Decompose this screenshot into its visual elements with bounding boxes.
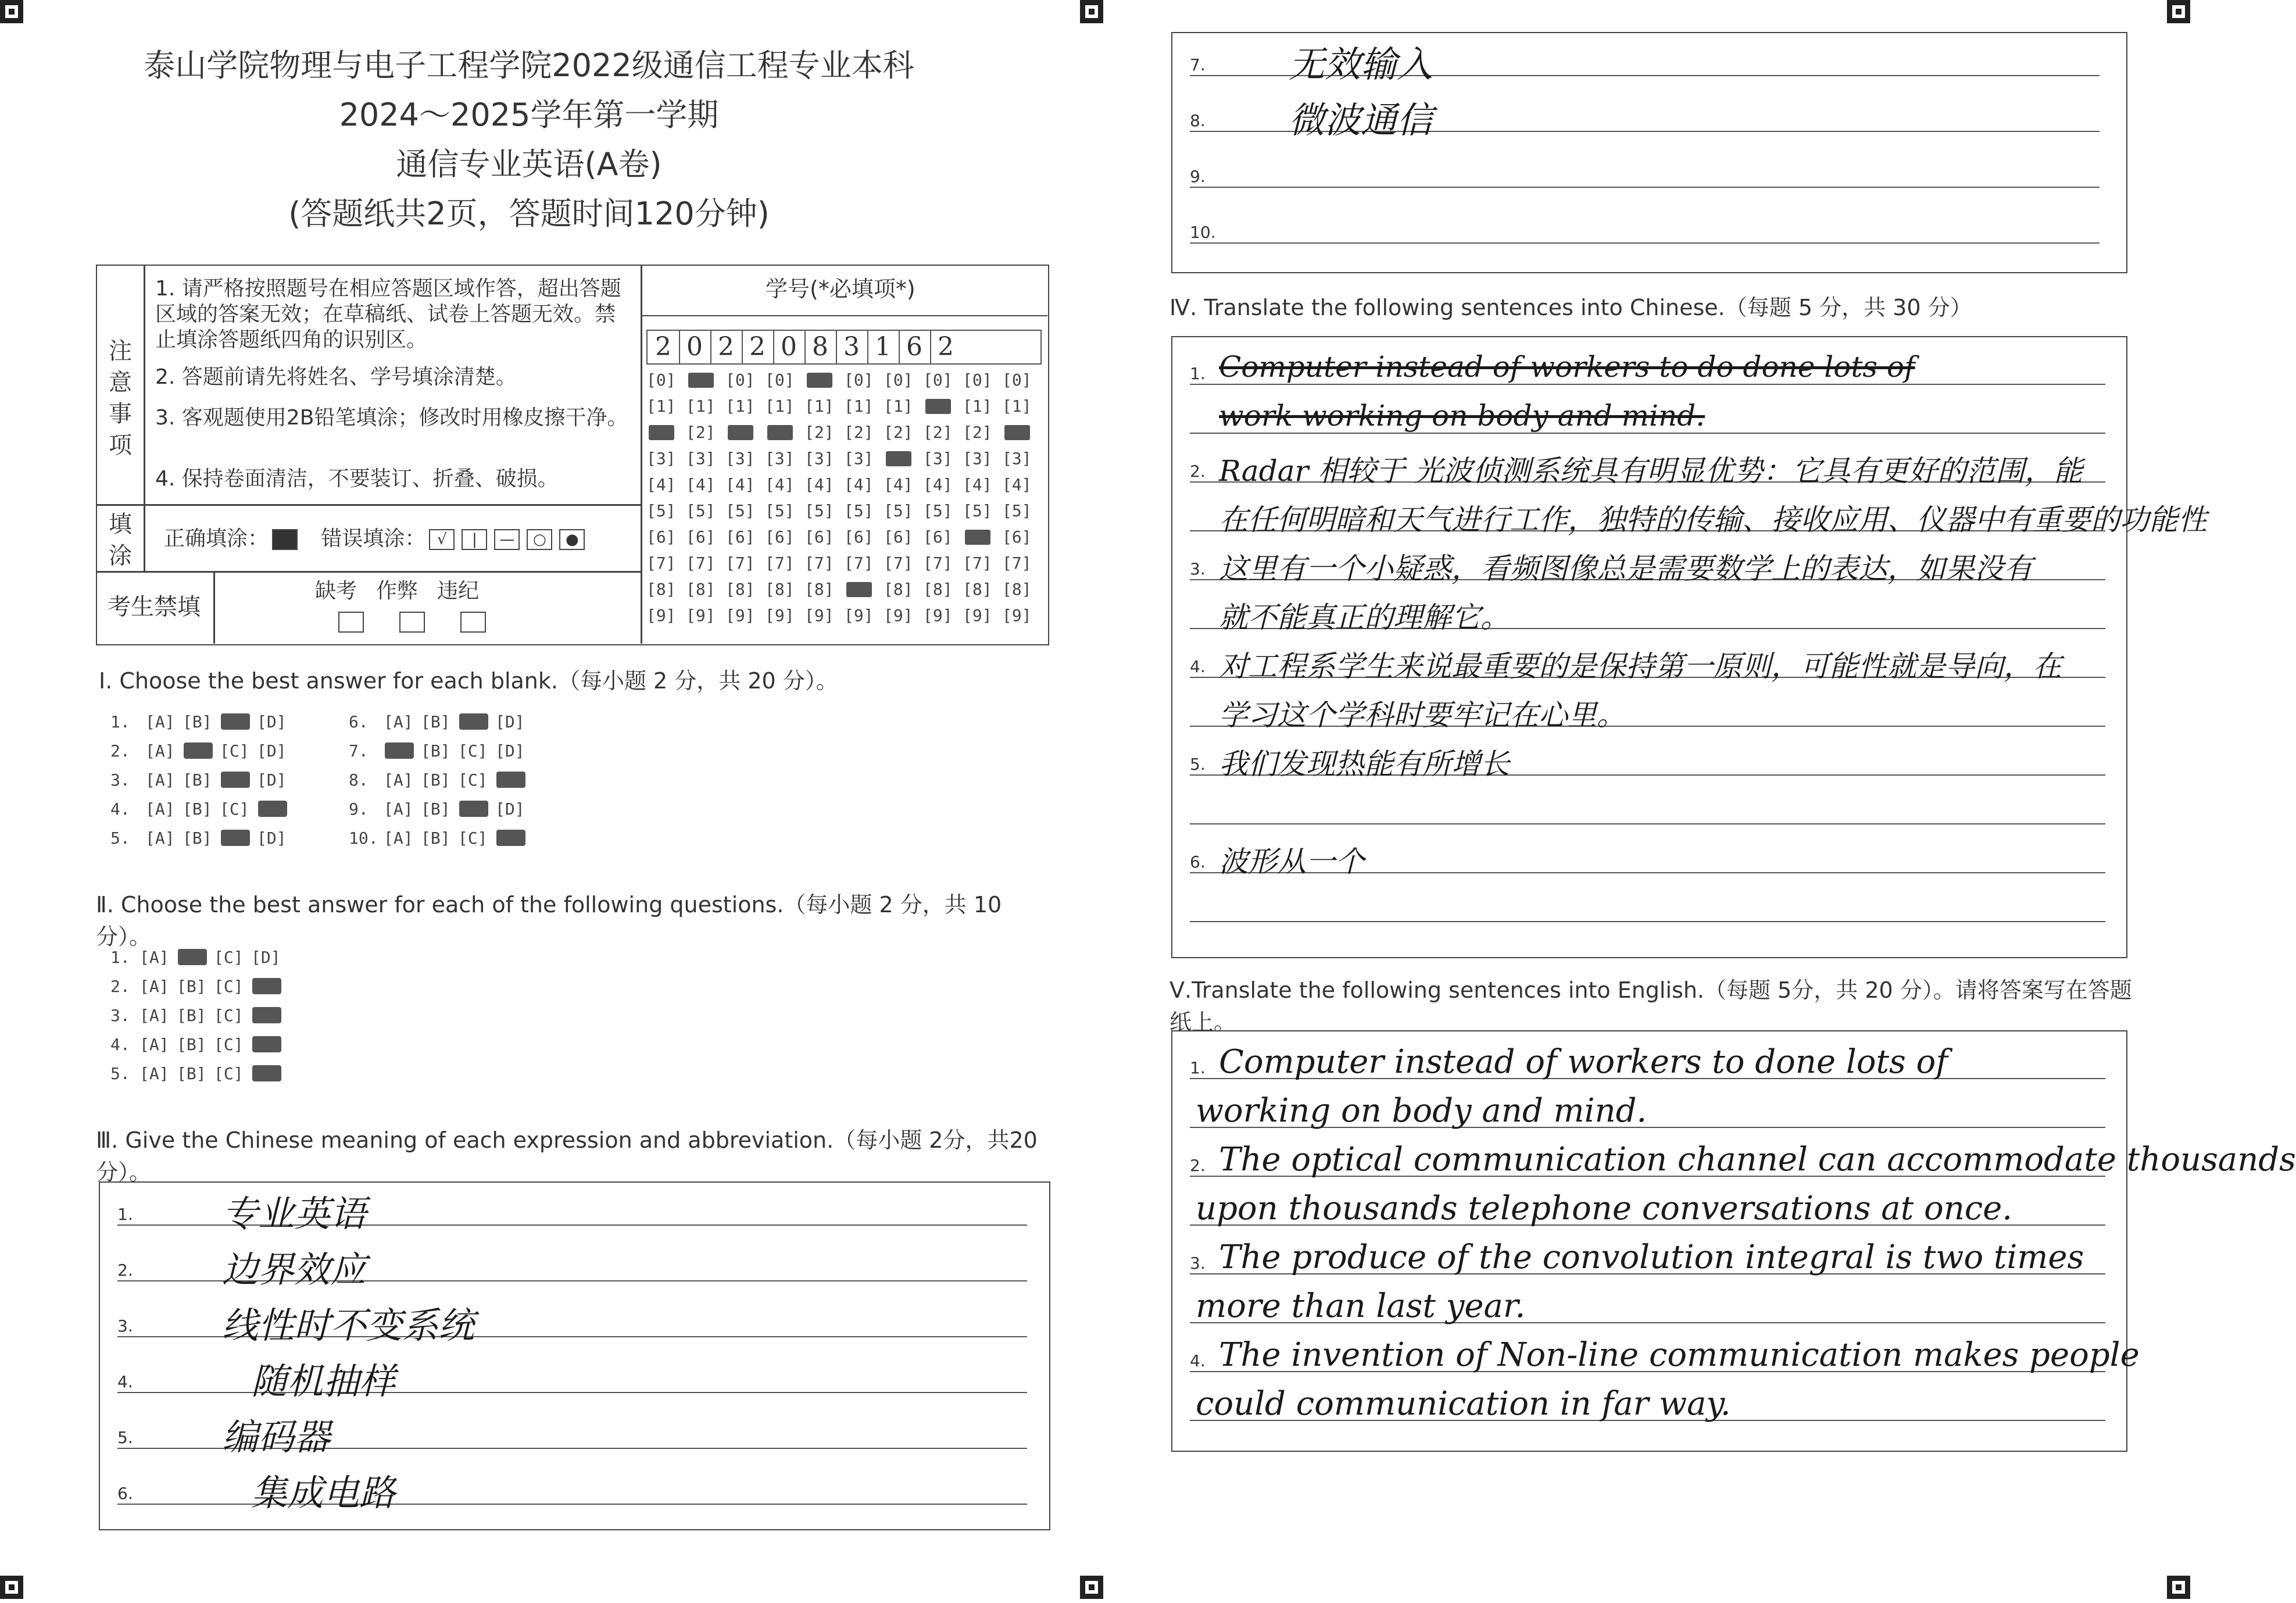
student-id-digit: 2 — [710, 331, 743, 363]
student-id-bubble[interactable] — [804, 370, 839, 390]
student-id-bubble[interactable] — [765, 423, 800, 442]
mc-question — [110, 799, 294, 819]
student-id-bubble[interactable]: [9] — [646, 606, 676, 625]
student-id-bubble[interactable] — [646, 423, 681, 442]
student-id-bubble[interactable]: [2] — [844, 423, 874, 442]
exam-title-course: 通信专业英语(A卷) — [396, 146, 662, 183]
wrong-fill-circle: ○ — [527, 529, 552, 550]
answer-line — [1190, 187, 2100, 188]
mc-question — [110, 948, 288, 967]
mc-option-b[interactable]: [B] — [177, 977, 206, 996]
student-id-bubble[interactable]: [3] — [686, 449, 716, 468]
mc-option-d[interactable] — [251, 977, 288, 996]
handwritten-translation: 在任何明暗和天气进行工作，独特的传输、接收应用、仪器中有重要的功能性 — [1219, 503, 2207, 537]
mc-question — [110, 1035, 288, 1054]
mc-question-number: 3. — [110, 770, 130, 790]
wrong-fill-dot: ● — [559, 529, 585, 550]
answer-number: 5. — [117, 1428, 133, 1447]
mc-question-number: 2. — [110, 741, 130, 761]
mc-question — [349, 712, 532, 731]
student-id-bubble[interactable] — [884, 449, 918, 468]
corner-mark-top-center — [1080, 0, 1103, 23]
correct-fill-example — [272, 529, 298, 550]
handwritten-translation: working on body and mind. — [1196, 1092, 1647, 1130]
student-id-bubble[interactable]: [2] — [686, 423, 716, 442]
handwritten-answer: 随机抽样 — [251, 1360, 396, 1402]
wrong-fill-check: √ — [429, 529, 455, 550]
forbid-cheat-box[interactable] — [399, 612, 425, 633]
student-id-bubble[interactable]: [2] — [963, 423, 992, 442]
mc-option-d[interactable]: [D] — [495, 712, 525, 731]
student-id-bubble[interactable]: [1] — [725, 397, 755, 416]
section-1-heading: Ⅰ. Choose the best answer for each blank.（每小题 2 分，共 20 分）。 — [99, 668, 838, 694]
mc-question-number: 5. — [110, 1064, 130, 1083]
handwritten-translation: Computer instead of workers to done lots of — [1219, 1043, 1948, 1081]
student-id-bubble[interactable]: [9] — [725, 606, 755, 625]
mc-option-c[interactable]: [C] — [220, 799, 249, 819]
mc-option-c[interactable]: [C] — [458, 829, 488, 848]
answer-number: 4. — [1190, 657, 1206, 676]
student-id-bubble[interactable]: [7] — [884, 554, 913, 573]
student-id-bubble[interactable]: [8] — [804, 580, 834, 599]
mc-option-a[interactable]: [A] — [140, 1006, 169, 1025]
forbid-absent-box[interactable] — [338, 612, 364, 633]
student-id-bubble[interactable]: [2] — [884, 423, 913, 442]
mc-question-number: 5. — [110, 829, 130, 848]
student-id-bubble[interactable]: [6] — [923, 527, 953, 547]
handwritten-answer: 线性时不变系统 — [222, 1304, 475, 1347]
student-id-bubble[interactable]: [0] — [963, 370, 992, 390]
student-id-bubble[interactable]: [7] — [765, 554, 795, 573]
student-id-bubble[interactable]: [8] — [765, 580, 795, 599]
notice-block — [96, 265, 1049, 645]
student-id-bubble[interactable]: [1] — [1002, 397, 1032, 416]
mc-question — [349, 741, 532, 761]
student-id-bubble[interactable]: [4] — [686, 475, 716, 494]
handwritten-translation: 学习这个学科时要牢记在心里。 — [1219, 698, 1626, 732]
handwritten-translation: Computer instead of workers to do done lots of — [1219, 350, 1915, 384]
answer-number: 1. — [1190, 1058, 1206, 1077]
student-id-bubble[interactable]: [5] — [884, 501, 913, 520]
student-id-bubble[interactable]: [0] — [884, 370, 913, 390]
student-id-bubble[interactable]: [0] — [646, 370, 676, 390]
mc-option-a[interactable]: [A] — [140, 948, 169, 967]
fill-examples — [164, 526, 629, 552]
student-id-bubble[interactable]: [5] — [923, 501, 953, 520]
student-id-bubble[interactable]: [5] — [963, 501, 992, 520]
student-id-bubble[interactable]: [8] — [686, 580, 716, 599]
student-id-bubble[interactable]: [6] — [725, 527, 755, 547]
student-id-bubble[interactable]: [9] — [765, 606, 795, 625]
student-id-bubble[interactable]: [5] — [646, 501, 676, 520]
mc-option-d[interactable]: [D] — [257, 829, 287, 848]
student-id-bubble[interactable]: [4] — [765, 475, 795, 494]
student-id-digit: 6 — [899, 331, 931, 363]
answer-number: 8. — [1190, 111, 1206, 130]
mc-option-c[interactable] — [220, 770, 257, 790]
mc-option-a[interactable] — [384, 741, 421, 761]
student-id-bubble[interactable]: [9] — [1002, 606, 1032, 625]
student-id-bubble[interactable]: [9] — [884, 606, 913, 625]
student-id-digit: 2 — [648, 331, 680, 363]
wrong-fill-bar: | — [462, 529, 487, 550]
mc-option-c[interactable] — [458, 712, 495, 731]
student-id-bubble[interactable]: [4] — [646, 475, 676, 494]
student-id-bubble[interactable]: [1] — [686, 397, 716, 416]
handwritten-answer: 专业英语 — [222, 1193, 367, 1235]
notice-item-2: 2. 答题前请先将姓名、学号填涂清楚。 — [155, 365, 517, 389]
exam-title-term: 2024～2025学年第一学期 — [339, 97, 719, 133]
student-id-bubble[interactable]: [7] — [1002, 554, 1032, 573]
notice-item-3: 3. 客观题使用2B铅笔填涂；修改时用橡皮擦干净。 — [155, 406, 628, 430]
forbid-label: 考生禁填 — [108, 594, 201, 620]
handwritten-translation: could communication in far way. — [1196, 1385, 1731, 1423]
mc-option-c[interactable] — [220, 829, 257, 848]
student-id-bubble[interactable]: [6] — [686, 527, 716, 547]
corner-mark-top-right — [2167, 0, 2190, 23]
notice-item-1: 1. 请严格按照题号在相应答题区域作答，超出答题区域的答案无效；在草稿纸、试卷上答题无效。禁止填涂答题纸四角的识别区。 — [155, 277, 621, 352]
student-id-bubble[interactable]: [9] — [844, 606, 874, 625]
section-5-answer-box — [1171, 1030, 2296, 1452]
mc-option-d[interactable]: [D] — [495, 799, 525, 819]
answer-line — [1190, 433, 2105, 434]
mc-question — [110, 770, 294, 790]
handwritten-answer: 边界效应 — [222, 1248, 367, 1291]
mc-option-d[interactable]: [D] — [251, 948, 281, 967]
mc-question-number: 4. — [110, 799, 130, 819]
mc-option-b[interactable] — [177, 948, 214, 967]
section-2-answers — [110, 948, 401, 1099]
student-id-bubble[interactable]: [8] — [646, 580, 676, 599]
student-id-bubble[interactable]: [3] — [1002, 449, 1032, 468]
mc-question-number: 7. — [349, 741, 369, 761]
student-id-bubble[interactable]: [9] — [923, 606, 953, 625]
student-id-bubble[interactable]: [4] — [804, 475, 834, 494]
student-id-digit: 3 — [836, 331, 868, 363]
student-id-bubble[interactable]: [7] — [686, 554, 716, 573]
handwritten-translation: more than last year. — [1196, 1287, 1526, 1325]
handwritten-translation: The produce of the convolution integral is two times — [1219, 1238, 2084, 1276]
mc-question — [349, 829, 532, 848]
correct-fill-label: 正确填涂： — [164, 527, 269, 551]
section-3-heading: Ⅲ. Give the Chinese meaning of each expression and abbreviation.（每小题 2分，共20分）。 — [96, 1127, 1038, 1185]
student-id-bubble[interactable]: [8] — [725, 580, 755, 599]
student-id-bubble[interactable]: [8] — [884, 580, 913, 599]
answer-number: 4. — [117, 1372, 133, 1391]
notice-item-4: 4. 保持卷面清洁，不要装订、折叠、破损。 — [155, 467, 559, 491]
student-id-bubble[interactable]: [1] — [646, 397, 676, 416]
section-4-heading: Ⅳ. Translate the following sentences into Chinese.（每题 5 分，共 30 分） — [1170, 295, 1972, 320]
student-id-bubble[interactable] — [923, 397, 958, 416]
mc-option-a[interactable]: [A] — [145, 741, 175, 761]
section-3-answer-box-left — [99, 1181, 1050, 1530]
mc-option-a[interactable]: [A] — [145, 799, 175, 819]
mc-option-b[interactable]: [B] — [183, 829, 212, 848]
mc-option-a[interactable]: [A] — [140, 1035, 169, 1054]
student-id-bubble[interactable] — [844, 580, 879, 599]
corner-mark-bottom-right — [2167, 1576, 2190, 1599]
mc-option-d[interactable] — [251, 1064, 288, 1083]
mc-option-d[interactable] — [495, 770, 532, 790]
forbid-cheat-label: 作弊 — [376, 579, 419, 603]
mc-option-d[interactable]: [D] — [257, 712, 287, 731]
student-id-bubble[interactable]: [4] — [884, 475, 913, 494]
student-id-bubble[interactable]: [6] — [844, 527, 874, 547]
mc-option-c[interactable]: [C] — [214, 948, 244, 967]
mc-option-a[interactable]: [A] — [384, 770, 413, 790]
student-id-bubble[interactable]: [3] — [804, 449, 834, 468]
answer-number: 2. — [1190, 1156, 1206, 1175]
mc-question-number: 6. — [349, 712, 369, 731]
mc-option-c[interactable]: [C] — [458, 770, 488, 790]
mc-option-a[interactable]: [A] — [384, 799, 413, 819]
mc-option-c[interactable]: [C] — [458, 741, 488, 761]
mc-option-b[interactable]: [B] — [421, 741, 450, 761]
student-id-bubble[interactable]: [0] — [1002, 370, 1032, 390]
student-id-bubble[interactable]: [2] — [804, 423, 834, 442]
mc-option-d[interactable]: [D] — [495, 741, 525, 761]
mc-option-b[interactable]: [B] — [421, 712, 450, 731]
student-id-bubble[interactable]: [2] — [923, 423, 953, 442]
handwritten-translation: The optical communication channel can accommodate thousands — [1219, 1141, 2296, 1179]
student-id-bubble[interactable]: [1] — [765, 397, 795, 416]
student-id-bubble[interactable]: [1] — [844, 397, 874, 416]
student-id-bubble[interactable]: [1] — [804, 397, 834, 416]
answer-number: 4. — [1190, 1351, 1206, 1370]
answer-line — [1190, 823, 2105, 824]
student-id-bubble[interactable]: [5] — [725, 501, 755, 520]
student-id-bubble[interactable]: [5] — [765, 501, 795, 520]
exam-title-school: 泰山学院物理与电子工程学院2022级通信工程专业本科 — [144, 47, 914, 84]
student-id-bubble[interactable]: [9] — [963, 606, 992, 625]
answer-number: 10. — [1190, 223, 1216, 242]
student-id-bubble[interactable]: [6] — [765, 527, 795, 547]
student-id-bubble[interactable]: [9] — [686, 606, 716, 625]
mc-option-a[interactable]: [A] — [384, 712, 413, 731]
mc-option-d[interactable] — [495, 829, 532, 848]
answer-number: 1. — [1190, 364, 1206, 383]
mc-option-a[interactable]: [A] — [145, 829, 175, 848]
student-id-bubble[interactable]: [9] — [804, 606, 834, 625]
handwritten-answer: 集成电路 — [251, 1472, 396, 1514]
mc-option-b[interactable]: [B] — [183, 770, 212, 790]
section-3-answer-box-right — [1171, 32, 2127, 273]
mc-option-b[interactable]: [B] — [177, 1035, 206, 1054]
mc-option-b[interactable] — [183, 741, 220, 761]
student-id-bubble[interactable]: [5] — [804, 501, 834, 520]
answer-number: 7. — [1190, 55, 1206, 74]
student-id-bubble[interactable]: [4] — [844, 475, 874, 494]
answer-number: 1. — [117, 1205, 133, 1224]
section-5-heading: Ⅴ.Translate the following sentences into English.（每题 5分，共 20 分）。请将答案写在答题纸上。 — [1170, 977, 2132, 1035]
notice-label: 注意事项 — [109, 338, 132, 459]
student-id-bubble[interactable]: [3] — [765, 449, 795, 468]
corner-mark-top-left — [0, 0, 23, 23]
mc-question — [110, 712, 294, 731]
student-id-bubble-grid — [646, 370, 1042, 638]
mc-question — [349, 770, 532, 790]
student-id-bubble[interactable]: [6] — [1002, 527, 1032, 547]
answer-number: 2. — [117, 1261, 133, 1280]
mc-question-number: 1. — [110, 712, 130, 731]
mc-option-d[interactable] — [251, 1006, 288, 1025]
mc-option-b[interactable]: [B] — [177, 1064, 206, 1083]
mc-option-b[interactable]: [B] — [183, 799, 212, 819]
student-id-digit: 0 — [773, 331, 806, 363]
handwritten-answer: 微波通信 — [1289, 99, 1433, 141]
student-id-bubble[interactable]: [7] — [963, 554, 992, 573]
student-id-bubble[interactable]: [3] — [923, 449, 953, 468]
student-id-bubble[interactable]: [7] — [923, 554, 953, 573]
section-4-answer-box — [1171, 336, 2207, 958]
student-id-bubble[interactable]: [0] — [844, 370, 874, 390]
student-id-bubble[interactable]: [5] — [844, 501, 874, 520]
section-1-answers — [110, 712, 634, 863]
answer-number: 3. — [1190, 1254, 1206, 1273]
mc-option-d[interactable] — [251, 1035, 288, 1054]
corner-mark-bottom-center — [1080, 1576, 1103, 1599]
student-id-bubble[interactable]: [7] — [725, 554, 755, 573]
student-id-label: 学号(*必填项*) — [766, 276, 915, 302]
student-id-digit: 1 — [867, 331, 900, 363]
mc-question — [349, 799, 532, 819]
handwritten-translation: The invention of Non-line communication makes people — [1219, 1336, 2140, 1374]
student-id-bubble[interactable]: [3] — [646, 449, 676, 468]
mc-question-number: 2. — [110, 977, 130, 996]
student-id-bubble[interactable]: [3] — [844, 449, 874, 468]
forbid-violation-label: 违纪 — [437, 579, 480, 603]
student-id-bubble[interactable]: [7] — [646, 554, 676, 573]
student-id-bubble[interactable]: [7] — [844, 554, 874, 573]
fill-label: 填涂 — [109, 511, 132, 569]
mc-option-c[interactable]: [C] — [214, 1035, 244, 1054]
student-id-bubble[interactable] — [686, 370, 721, 390]
mc-option-a[interactable]: [A] — [145, 770, 175, 790]
handwritten-translation: work working on body and mind. — [1219, 399, 1705, 433]
answer-number: 3. — [117, 1316, 133, 1336]
mc-option-d[interactable]: [D] — [257, 770, 287, 790]
mc-option-b[interactable]: [B] — [183, 712, 212, 731]
student-id-bubble[interactable]: [8] — [963, 580, 992, 599]
mc-question — [110, 1006, 288, 1025]
student-id-bubble[interactable]: [1] — [884, 397, 913, 416]
answer-number: 9. — [1190, 167, 1206, 186]
mc-question-number: 1. — [110, 948, 130, 967]
student-id-bubble[interactable]: [6] — [646, 527, 676, 547]
handwritten-translation: 我们发现热能有所增长 — [1219, 747, 1510, 781]
handwritten-answer: 编码器 — [222, 1416, 331, 1458]
mc-option-b[interactable]: [B] — [177, 1006, 206, 1025]
student-id-bubble[interactable]: [6] — [884, 527, 913, 547]
answer-number: 3. — [1190, 559, 1206, 579]
mc-option-a[interactable]: [A] — [140, 977, 169, 996]
answer-number: 2. — [1190, 462, 1206, 481]
mc-option-b[interactable]: [B] — [421, 770, 450, 790]
mc-question-number: 10. — [349, 829, 378, 848]
mc-option-c[interactable]: [C] — [214, 977, 244, 996]
mc-question-number: 3. — [110, 1006, 130, 1025]
mc-option-c[interactable] — [458, 799, 495, 819]
mc-option-a[interactable]: [A] — [145, 712, 175, 731]
mc-option-c[interactable]: [C] — [220, 741, 249, 761]
section-2-heading: Ⅱ. Choose the best answer for each of the following questions.（每小题 2 分，共 10 分）。 — [96, 892, 1002, 949]
answer-line — [1190, 384, 2105, 385]
mc-option-d[interactable]: [D] — [257, 741, 287, 761]
student-id-bubble[interactable]: [4] — [923, 475, 953, 494]
mc-question-number: 8. — [349, 770, 369, 790]
handwritten-translation: upon thousands telephone conversations at once. — [1196, 1190, 2013, 1227]
answer-number: 5. — [1190, 755, 1206, 774]
wrong-fill-dash: — — [494, 529, 520, 550]
mc-option-b[interactable]: [B] — [421, 829, 450, 848]
answer-line — [1190, 921, 2105, 922]
student-id-digit: 8 — [804, 331, 837, 363]
answer-line — [1190, 242, 2100, 244]
student-id-digit: 2 — [938, 332, 954, 362]
student-id-bubble[interactable]: [6] — [804, 527, 834, 547]
handwritten-answer: 无效输入 — [1289, 43, 1433, 85]
forbid-violation-box[interactable] — [460, 612, 486, 633]
answer-number: 6. — [117, 1484, 133, 1503]
student-id-bubble[interactable] — [963, 527, 997, 547]
mc-option-b[interactable]: [B] — [421, 799, 450, 819]
mc-option-a[interactable]: [A] — [384, 829, 413, 848]
student-id-bubble[interactable]: [3] — [725, 449, 755, 468]
mc-question — [110, 829, 294, 848]
student-id-bubble[interactable]: [4] — [963, 475, 992, 494]
student-id-bubble[interactable]: [3] — [963, 449, 992, 468]
student-id-bubble[interactable]: [8] — [923, 580, 953, 599]
mc-question — [110, 977, 288, 996]
mc-question-number: 9. — [349, 799, 369, 819]
student-id-digit: 0 — [679, 331, 711, 363]
student-id-bubble[interactable]: [4] — [725, 475, 755, 494]
student-id-bubble[interactable] — [1002, 423, 1037, 442]
mc-option-c[interactable] — [220, 712, 257, 731]
student-id-bubble[interactable]: [0] — [923, 370, 953, 390]
handwritten-translation: 对工程系学生来说最重要的是保持第一原则，可能性就是导向，在 — [1219, 649, 2062, 683]
mc-question — [110, 741, 294, 761]
student-id-digit: 2 — [742, 331, 774, 363]
mc-question — [110, 1064, 288, 1083]
corner-mark-bottom-left — [0, 1576, 23, 1599]
handwritten-translation: 波形从一个 — [1219, 845, 1364, 879]
mc-option-c[interactable]: [C] — [214, 1064, 244, 1083]
student-id-bubble[interactable]: [1] — [963, 397, 992, 416]
student-id-bubble[interactable]: [5] — [1002, 501, 1032, 520]
handwritten-translation: 就不能真正的理解它。 — [1219, 601, 1510, 634]
wrong-fill-label: 错误填涂： — [321, 527, 426, 551]
mc-option-a[interactable]: [A] — [140, 1064, 169, 1083]
mc-option-d[interactable] — [257, 799, 294, 819]
exam-title-info: (答题纸共2页，答题时间120分钟) — [288, 195, 770, 232]
handwritten-translation: Radar 相较于 光波侦测系统具有明显优势：它具有更好的范围，能 — [1219, 454, 2083, 488]
mc-question-number: 4. — [110, 1035, 130, 1054]
student-id-bubble[interactable]: [5] — [686, 501, 716, 520]
handwritten-translation: 这里有一个小疑惑，看频图像总是需要数学上的表达，如果没有 — [1219, 552, 2033, 585]
answer-number: 6. — [1190, 852, 1206, 872]
student-id-bubble[interactable]: [0] — [725, 370, 755, 390]
student-id-bubble[interactable]: [0] — [765, 370, 795, 390]
student-id-digits — [646, 330, 1042, 365]
mc-option-c[interactable]: [C] — [214, 1006, 244, 1025]
forbid-absent-label: 缺考 — [315, 579, 357, 603]
student-id-bubble[interactable] — [725, 423, 760, 442]
student-id-bubble[interactable]: [8] — [1002, 580, 1032, 599]
student-id-bubble[interactable]: [7] — [804, 554, 834, 573]
student-id-bubble[interactable]: [4] — [1002, 475, 1032, 494]
